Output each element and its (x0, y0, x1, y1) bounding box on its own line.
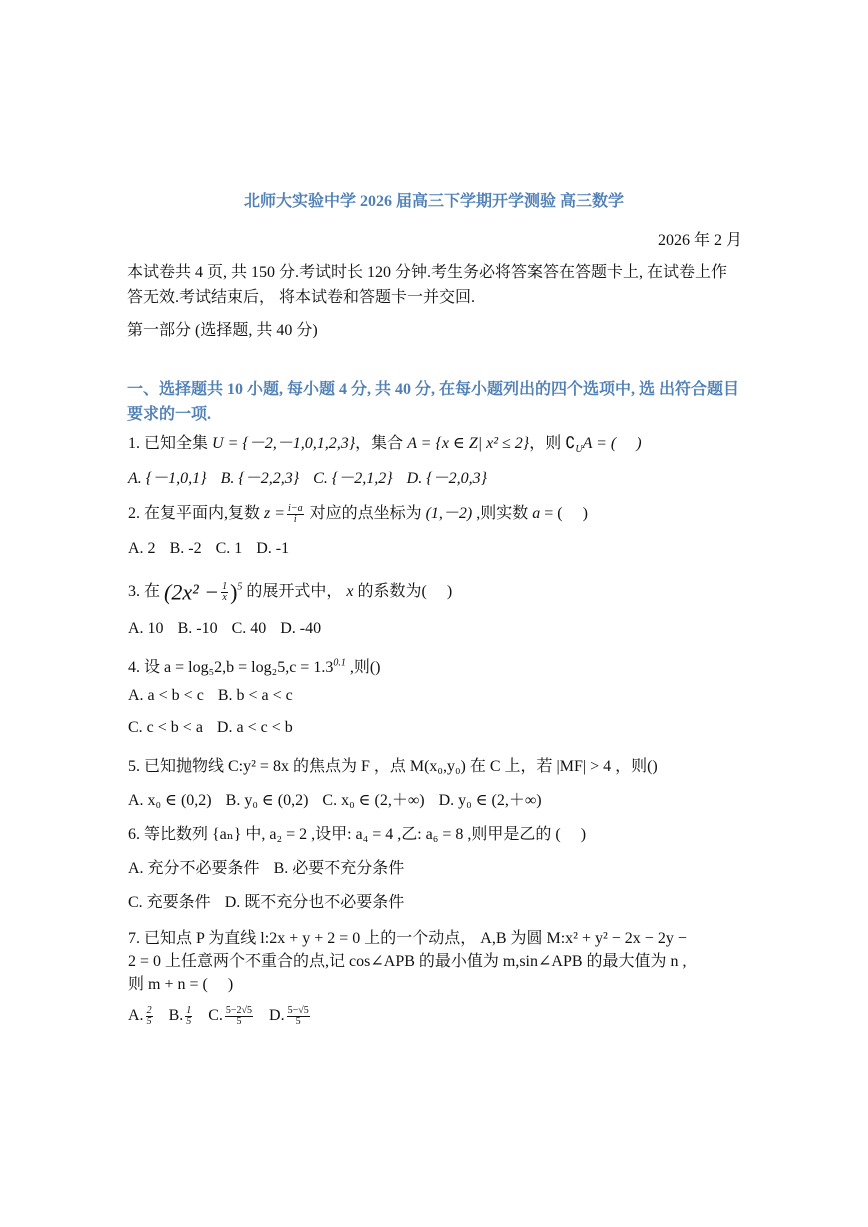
q7-option-c (225, 1006, 253, 1027)
q2-z: z = (264, 505, 286, 522)
q7-c-num: 5−2√5 (225, 1005, 253, 1016)
q6-option-d: D. 既不充分也不必要条件 (224, 894, 405, 911)
q5-option-a: A. x₀ ∈ (0,2) (128, 792, 212, 809)
q4-option-d: D. a < c < b (216, 719, 293, 736)
q4-option-a: A. a < b < c (128, 687, 204, 704)
q3-frac-den: x (222, 591, 227, 603)
q7-option-b (185, 1006, 192, 1027)
section-heading: 一、选择题共 10 小题, 每小题 4 分, 共 40 分, 在每小题列出的四个选项中, 选 出符合题目要求的一项. (127, 381, 740, 423)
exam-title: 北师大实验中学 2026 届高三下学期开学测验 高三数学 (243, 193, 624, 210)
q1-universal-set: U = {－2,－1,0,1,2,3} (212, 435, 356, 452)
q1-complement: ，则 ∁ (529, 435, 576, 452)
q3-text-c: 的系数为( ) (353, 583, 453, 600)
q3-frac-num: 1 (222, 580, 228, 592)
question-6-options-row1 (128, 855, 418, 878)
q1-option-c: C. {－2,1,2} (313, 470, 393, 487)
question-1-stem (128, 430, 642, 455)
q5-option-c: C. x₀ ∈ (2,＋∞) (322, 792, 425, 809)
q7-a-den: 5 (146, 1016, 152, 1027)
question-2-stem (128, 500, 588, 525)
q7-option-a-label: A. (128, 1007, 144, 1025)
question-7-stem-line3: 则 m + n = ( ) (128, 976, 234, 993)
question-2-options (128, 540, 303, 558)
q7-a-num: 2 (146, 1005, 152, 1016)
q7-d-num: 5−√5 (287, 1005, 309, 1016)
q3-text-b: 的展开式中， (242, 583, 347, 600)
q7-d-den: 5 (295, 1016, 301, 1027)
q2-frac-den: i (293, 513, 297, 525)
q6-option-a: A. 充分不必要条件 (128, 860, 260, 877)
q2-option-a: A. 2 (128, 540, 156, 557)
exam-instructions: 本试卷共 4 页, 共 150 分.考试时长 120 分钟.考生务必将答案答在答题卡上, 在试卷上作答无效.考试结束后， 将本试卷和答题卡一并交回. (127, 264, 728, 306)
question-4-stem (128, 654, 381, 677)
question-6-stem: 6. 等比数列 {aₙ} 中, a₂ = 2 ,设甲: a₄ = 4 ,乙: a₆ = 8 ,则甲是乙的 ( ) (128, 826, 587, 843)
question-6-options-row2 (128, 889, 418, 912)
q7-option-a (146, 1006, 153, 1027)
question-3-options (128, 620, 335, 638)
q1-answer-blank: A = ( ) (582, 435, 642, 452)
q3-power: 5 (237, 581, 243, 593)
q2-text-d: = ( ) (540, 505, 588, 522)
q3-option-a: A. 10 (128, 620, 164, 637)
question-4-options-row2 (128, 719, 307, 737)
question-5-options (128, 787, 556, 810)
q2-var-a: a (532, 505, 541, 522)
q1-option-a: A. {－1,0,1} (128, 470, 207, 487)
q1-text-c: ，集合 (355, 435, 408, 452)
q3-option-d: D. -40 (280, 620, 322, 637)
q1-set-a: A = {x ∈ Z| x² ≤ 2} (407, 435, 530, 452)
q3-option-c: C. 40 (231, 620, 267, 637)
question-7-stem-line2: 2 = 0 上任意两个不重合的点,记 cos∠APB 的最小值为 m,sin∠APB 的最大值为 n , (128, 953, 687, 970)
question-5-stem: 5. 已知抛物线 C:y² = 8x 的焦点为 F ，点 M(x₀,y₀) 在 C 上，若 |MF| > 4 ，则() (128, 758, 658, 775)
q1-option-b: B. {－2,2,3} (220, 470, 300, 487)
q5-option-b: B. y₀ ∈ (0,2) (225, 792, 309, 809)
q2-point: (1,－2) (425, 505, 473, 522)
q1-sub-u: U (575, 444, 583, 456)
q7-b-den: 5 (186, 1016, 192, 1027)
q6-option-c: C. 充要条件 (128, 894, 211, 911)
part-heading: 第一部分 (选择题, 共 40 分) (127, 322, 318, 339)
q2-option-b: B. -2 (169, 540, 202, 557)
exam-date: 2026 年 2 月 (657, 232, 742, 249)
q1-text-a: 1. 已知全集 (128, 435, 213, 452)
q7-option-c-label: C. (208, 1007, 223, 1025)
q3-expr-b: ) (230, 579, 238, 605)
q4-option-b: B. b < a < c (217, 687, 293, 704)
q7-b-num: 1 (186, 1005, 192, 1016)
q2-text-c: ,则实数 (472, 505, 533, 522)
question-4-options-row1 (128, 687, 307, 705)
q7-option-d-label: D. (269, 1007, 285, 1025)
q6-option-b: B. 必要不充分条件 (273, 860, 405, 877)
q4-option-c: C. c < b < a (128, 719, 203, 736)
question-1-options (128, 465, 501, 488)
q1-option-d: D. {－2,0,3} (406, 470, 487, 487)
q2-frac-num: i−a (288, 502, 303, 514)
q2-text-a: 2. 在复平面内,复数 (128, 505, 265, 522)
q3-option-b: B. -10 (177, 620, 218, 637)
q3-expr-a: (2x² − (164, 579, 220, 605)
question-7-stem-line1: 7. 已知点 P 为直线 l:2x + y + 2 = 0 上的一个动点， A,B 为圆 M:x² + y² − 2x − 2y − (128, 930, 687, 947)
q3-fraction (221, 582, 228, 603)
question-7-options (128, 1006, 312, 1027)
q3-var-x: x (346, 583, 354, 600)
q7-option-b-label: B. (168, 1007, 184, 1025)
q2-text-b: 对应的点坐标为 (305, 505, 426, 522)
q7-option-d (287, 1006, 310, 1027)
q7-c-den: 5 (236, 1016, 242, 1027)
q4-power: 0.1 (333, 657, 346, 669)
q2-option-d: D. -1 (256, 540, 290, 557)
q2-fraction (287, 504, 304, 525)
q4-text: 4. 设 a = log₅2,b = log₂5,c = 1.3 (128, 659, 334, 676)
q5-option-d: D. y₀ ∈ (2,＋∞) (438, 792, 542, 809)
q2-option-c: C. 1 (215, 540, 243, 557)
question-3-stem (128, 578, 452, 605)
q3-text-a: 3. 在 (128, 583, 165, 600)
q4-text-b: ,则() (345, 659, 381, 676)
